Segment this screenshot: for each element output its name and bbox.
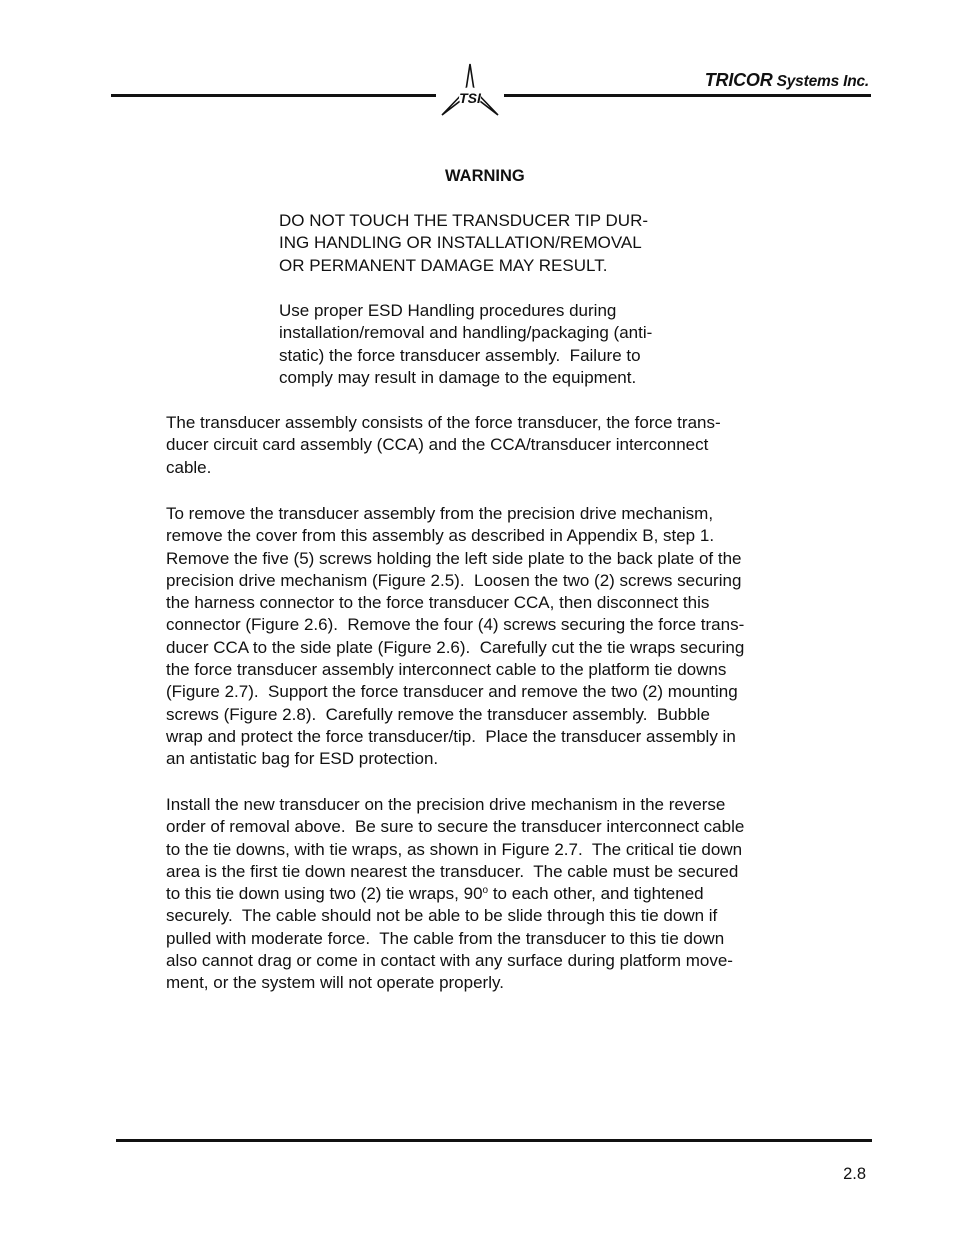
- paragraph-installation-procedure: [166, 794, 744, 995]
- company-suffix: Systems Inc.: [772, 73, 869, 90]
- installation-text-part1: Install the new transducer on the precision drive mechanism in the reverse order of removal above. Be sure to secure the transducer interconnect cable to the tie downs, with tie wraps, as shown in Figure 2.7. The critical tie down area is the first tie down nearest the transducer. The cable must be secured to this tie down using two (2) tie wraps, 90: [166, 795, 745, 904]
- footer-rule: [116, 1139, 872, 1142]
- degree-superscript: o: [482, 885, 489, 897]
- tsi-logo-icon: [436, 60, 504, 120]
- installation-text-part2: to each other, and tightened securely. The cable should not be able to be slide through this tie down if pulled with moderate force. The cable from the transducer to this tie down also cannot drag or come in contact with any surface during platform move- ment, or the system will not operate properly.: [166, 884, 733, 993]
- company-brand: TRICOR: [704, 70, 773, 90]
- warning-text-esd: Use proper ESD Handling procedures during installation/removal and handling/packaging (anti- static) the force transducer assembly. Failure to comply may result in damage to the equipment.: [279, 301, 653, 387]
- paragraph-assembly-description: The transducer assembly consists of the force transducer, the force trans- ducer circuit card assembly (CCA) and the CCA/transducer interconnect cable.: [166, 413, 721, 477]
- logo-text: TSI: [459, 90, 481, 106]
- company-name: [705, 70, 869, 91]
- paragraph-removal-procedure: To remove the transducer assembly from the precision drive mechanism, remove the cover from this assembly as described in Appendix B, step 1. Remove the five (5) screws holding the left side plate to the back plate of the precision drive mechanism (Figure 2.5). Loosen the two (2) screws securing the harness connector to the force transducer CCA, then disconnect this connector (Figure 2.6). Remove the four (4) screws securing the force trans- ducer CCA to the side plate (Figure 2.6). Carefully cut the tie wraps securing the force transducer assembly interconnect cable to the platform tie downs (Figure 2.7). Support the force transducer and remove the two (2) mounting screws (Figure 2.8). Carefully remove the transducer assembly. Bubble wrap and protect the force transducer/tip. Place the transducer assembly in an antistatic bag for ESD protection.: [166, 504, 745, 769]
- page-number: 2.8: [843, 1165, 866, 1183]
- warning-text-damage: DO NOT TOUCH THE TRANSDUCER TIP DUR- ING HANDLING OR INSTALLATION/REMOVAL OR PERMANENT DAMAGE MAY RESULT.: [279, 211, 649, 275]
- warning-title: WARNING: [445, 167, 525, 185]
